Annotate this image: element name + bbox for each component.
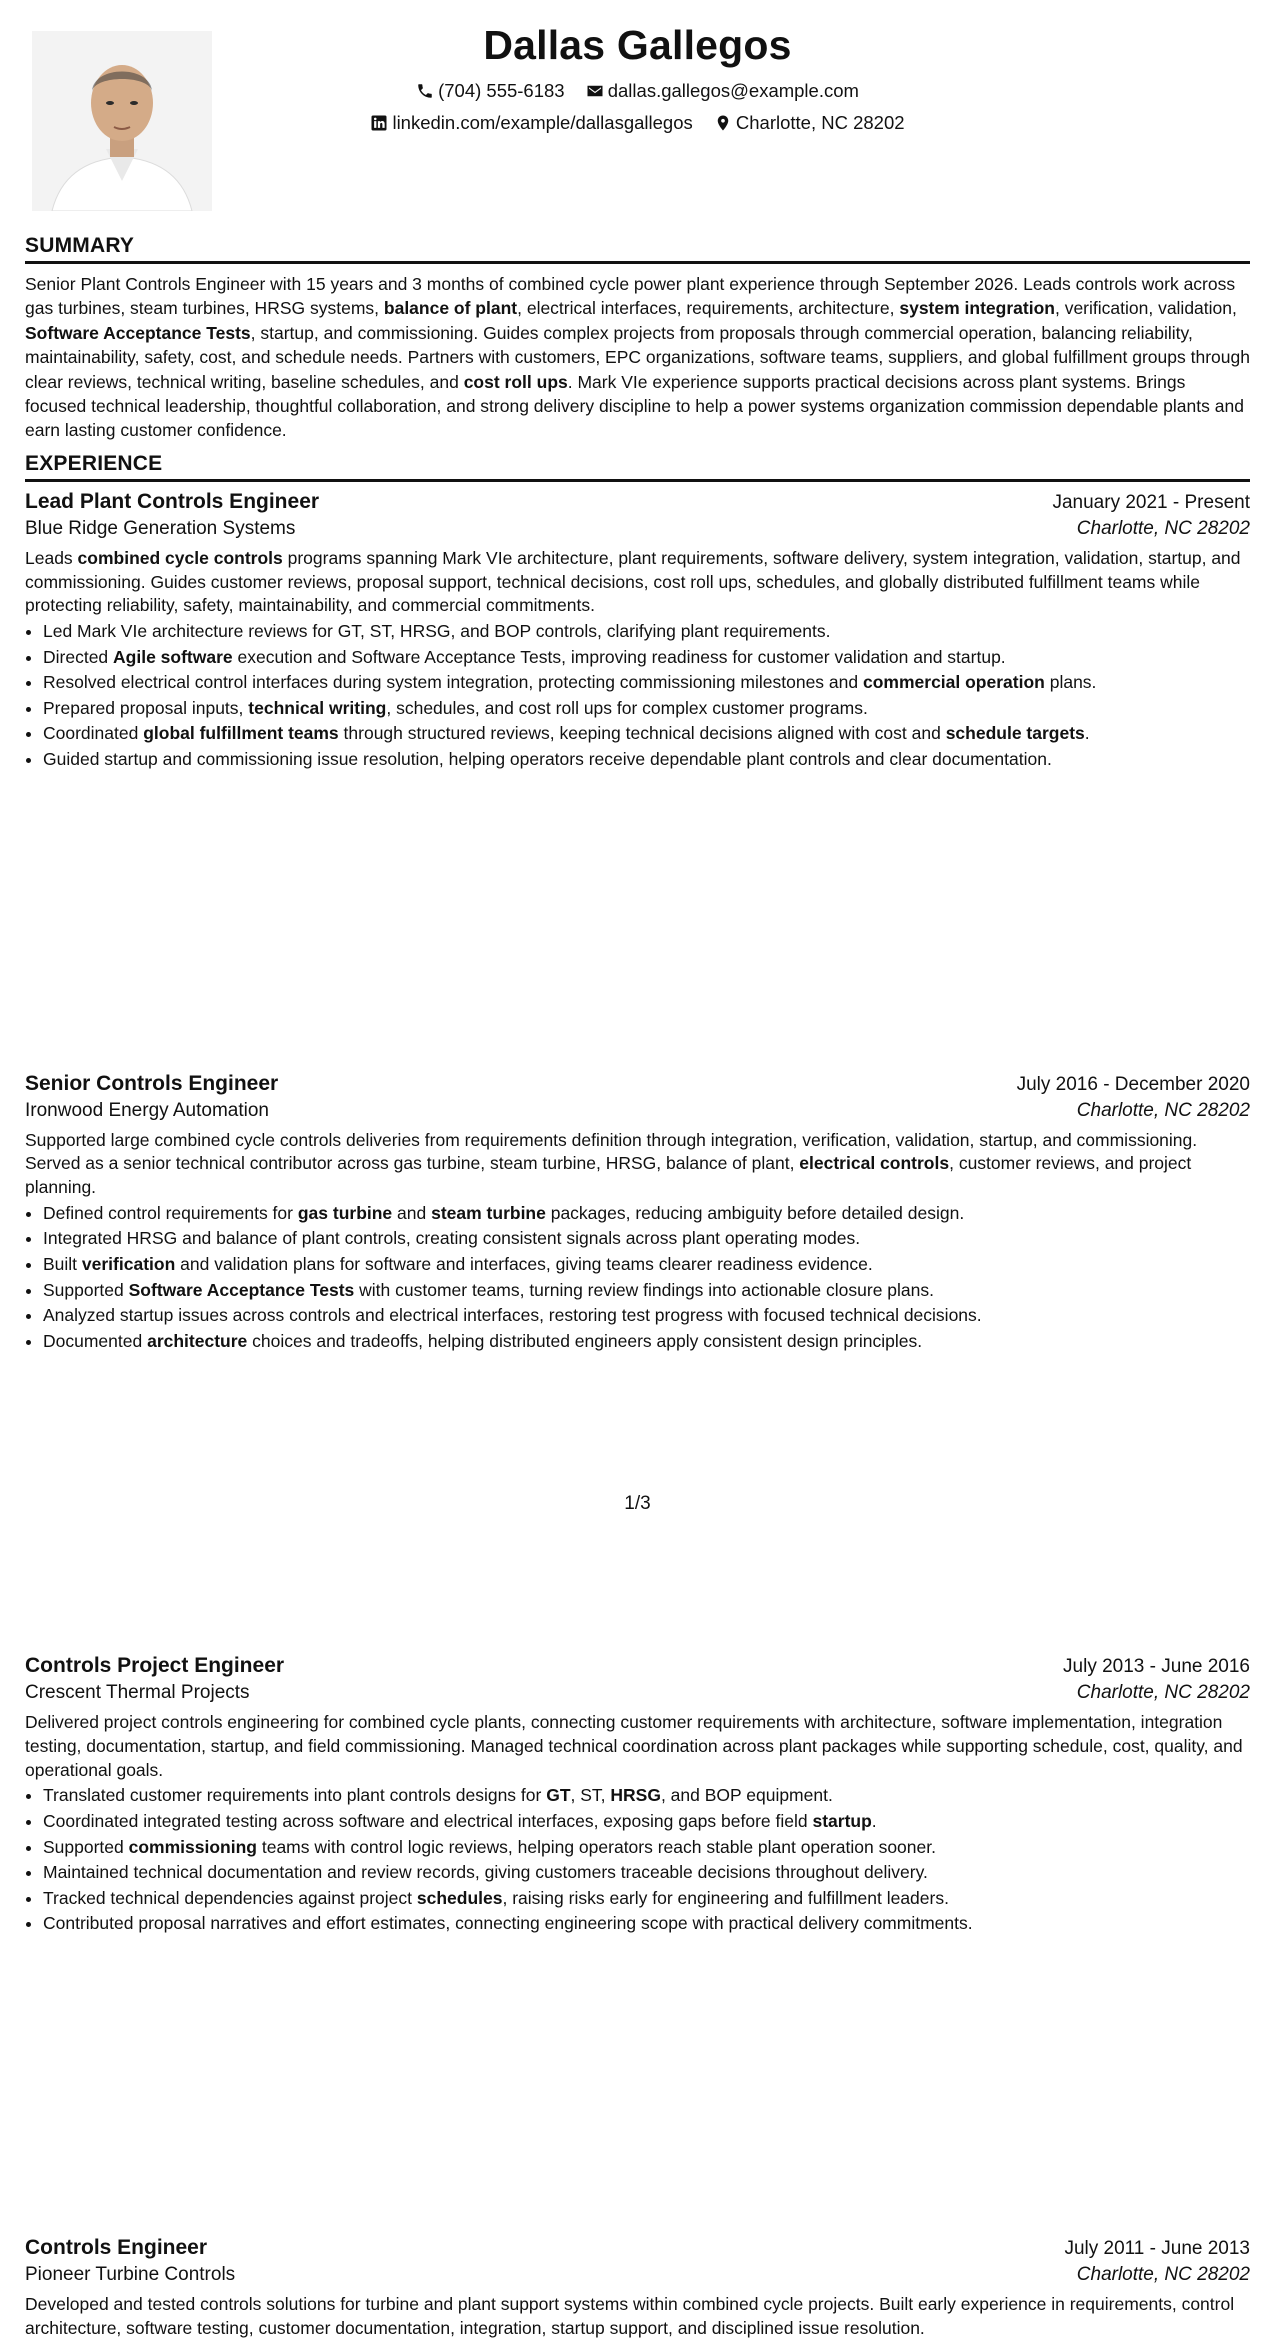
job-location: Charlotte, NC 28202 — [1076, 518, 1250, 539]
job-description — [25, 2293, 1250, 2340]
map-pin-icon — [714, 114, 732, 132]
text-run: Coordinated integrated testing across software and electrical interfaces, exposing gaps before field — [43, 1811, 813, 1832]
text-run: Delivered project controls engineering for combined cycle plants, connecting customer requirements with architecture, software implementation, integration testing, documentation, startup, and field commissioning. Managed technical coordination across plant packages while supporting schedule, cost, quality, and operational goals. — [25, 1712, 1243, 1780]
company-name: Ironwood Energy Automation — [25, 1099, 269, 1121]
text-run: Maintained technical documentation and review records, giving customers traceable decisions throughout delivery. — [43, 1862, 928, 1883]
text-run: and validation plans for software and interfaces, giving teams clearer readiness evidence. — [175, 1253, 873, 1274]
bold-phrase: architecture — [147, 1330, 248, 1351]
bold-phrase: GT — [546, 1785, 571, 1806]
bold-phrase: system integration — [899, 298, 1055, 319]
company-name: Blue Ridge Generation Systems — [25, 518, 296, 539]
text-run: Contributed proposal narratives and effort estimates, connecting engineering scope with practical delivery commitments. — [43, 1913, 973, 1934]
candidate-name: Dallas Gallegos — [483, 22, 792, 68]
text-run: Built — [43, 1253, 82, 1274]
bold-phrase: Agile software — [113, 646, 233, 667]
text-run: Led Mark VIe architecture reviews for GT, ST, HRSG, and BOP controls, clarifying plant requirements. — [43, 621, 831, 642]
linkedin-contact — [370, 112, 692, 134]
text-run: Defined control requirements for — [43, 1202, 298, 1223]
text-run: Resolved electrical control interfaces during system integration, protecting commissioning milestones and — [43, 672, 863, 693]
text-run: choices and tradeoffs, helping distributed engineers apply consistent design principles. — [247, 1330, 923, 1351]
experience-section — [25, 452, 1250, 482]
text-run: , schedules, and cost roll ups for complex customer programs. — [386, 697, 868, 718]
envelope-icon — [586, 82, 604, 100]
bold-phrase: commercial operation — [862, 672, 1045, 693]
text-run: , and BOP equipment. — [660, 1785, 833, 1806]
job-title: Controls Engineer — [25, 2236, 208, 2260]
company-name: Pioneer Turbine Controls — [25, 2264, 236, 2286]
job-description — [25, 1129, 1250, 1200]
text-run: , ST, — [570, 1785, 611, 1806]
job-title: Lead Plant Controls Engineer — [25, 490, 320, 513]
summary-heading: SUMMARY — [25, 234, 1250, 264]
bullet-item — [43, 747, 1250, 773]
job-bullets — [25, 1201, 1250, 1355]
text-run: Senior Plant Controls Engineer with 15 years and 3 months of combined cycle power plant experience through September 2026. Leads controls work across gas turbines, steam turbines, HRSG systems, — [25, 274, 1236, 319]
summary-section — [25, 234, 1250, 443]
job-entry — [25, 1654, 1250, 1937]
job-entry — [25, 490, 1250, 773]
bullet-item — [43, 645, 1250, 671]
bold-phrase: verification — [81, 1253, 176, 1274]
bullet-item — [43, 619, 1250, 645]
bold-phrase: balance of plant — [383, 298, 518, 319]
bullet-item — [43, 670, 1250, 696]
text-run: Translated customer requirements into plant controls designs for — [43, 1785, 547, 1806]
text-run: Documented — [43, 1330, 148, 1351]
bold-phrase: cost roll ups — [463, 371, 568, 392]
text-run: Coordinated — [43, 723, 144, 744]
email-contact — [586, 80, 859, 102]
text-run: and — [392, 1202, 432, 1223]
location-contact — [714, 112, 905, 134]
job-description — [25, 547, 1250, 618]
text-run: . — [871, 1811, 877, 1832]
text-run: teams with control logic reviews, helping operators reach stable plant operation sooner. — [256, 1836, 936, 1857]
text-run: . — [1084, 723, 1090, 744]
bullet-item — [43, 1201, 1250, 1227]
bold-phrase: schedule targets — [945, 723, 1085, 744]
bullet-item — [43, 1303, 1250, 1329]
bullet-item — [43, 1835, 1250, 1861]
bold-phrase: steam turbine — [431, 1202, 546, 1223]
bold-phrase: commissioning — [128, 1836, 257, 1857]
text-run: , electrical interfaces, requirements, architecture, — [517, 298, 900, 319]
bullet-item — [43, 1278, 1250, 1304]
job-location: Charlotte, NC 28202 — [1076, 2264, 1250, 2286]
page-number: 1/3 — [624, 1493, 651, 1514]
job-description — [25, 1711, 1250, 1782]
bold-phrase: combined cycle controls — [77, 548, 283, 568]
phone-contact — [416, 80, 565, 102]
bold-phrase: HRSG — [610, 1785, 661, 1806]
job-entry — [25, 1072, 1250, 1355]
text-run: with customer teams, turning review findings into actionable closure plans. — [354, 1279, 934, 1300]
company-name: Crescent Thermal Projects — [25, 1682, 250, 1704]
bold-phrase: electrical controls — [799, 1153, 950, 1174]
text-run: , raising risks early for engineering and fulfillment leaders. — [502, 1887, 949, 1908]
summary-text — [25, 272, 1250, 443]
bullet-item — [43, 1886, 1250, 1912]
bold-phrase: gas turbine — [297, 1202, 393, 1223]
text-run: Supported — [43, 1279, 129, 1300]
text-run: plans. — [1044, 672, 1097, 693]
bold-phrase: Software Acceptance Tests — [128, 1279, 355, 1300]
job-dates: January 2021 - Present — [1052, 492, 1250, 513]
linkedin-icon — [370, 114, 388, 132]
text-run: Tracked technical dependencies against project — [43, 1887, 417, 1908]
text-run: Supported — [43, 1836, 129, 1857]
bullet-item — [43, 696, 1250, 722]
text-run: programs spanning Mark VIe architecture, plant requirements, software delivery, system integration, validation, startup, and commissioning. Guides customer reviews, proposal support, technical decisions, cost roll ups, schedules, and globally distributed fulfillment teams while protecting reliability, safety, maintainability, and commercial commitments. — [25, 548, 1241, 616]
bullet-item — [43, 1860, 1250, 1886]
text-run: through structured reviews, keeping technical decisions aligned with cost and — [338, 723, 946, 744]
job-entry — [25, 2236, 1250, 2340]
text-run: Leads — [25, 548, 78, 568]
text-run: Directed — [43, 646, 114, 667]
text-run: Analyzed startup issues across controls and electrical interfaces, restoring test progress with focused technical decisions. — [43, 1305, 982, 1326]
job-dates: July 2013 - June 2016 — [1063, 1656, 1250, 1678]
bullet-item — [43, 1911, 1250, 1937]
text-run: , startup, and commissioning. Guides complex projects from proposals through commercial operation, balancing reliability, maintainability, safety, cost, and schedule needs. Partners with customers, EPC organizations, software teams, suppliers, and global fulfillment groups through clear reviews, technical writing, baseline schedules, and — [25, 322, 1250, 392]
email-text[interactable]: dallas.gallegos@example.com — [607, 80, 859, 101]
text-run: , verification, validation, — [1054, 298, 1237, 319]
linkedin-text[interactable]: linkedin.com/example/dallasgallegos — [392, 112, 693, 133]
bold-phrase: technical writing — [248, 697, 387, 718]
bullet-item — [43, 1809, 1250, 1835]
text-run: Developed and tested controls solutions for turbine and plant support systems within combined cycle projects. Built early experience in requirements, control architecture, software testing, customer documentation, integration, startup support, and disciplined issue resolution. — [25, 2294, 1235, 2338]
bullet-item — [43, 1329, 1250, 1355]
bullet-item — [43, 1252, 1250, 1278]
text-run: Prepared proposal inputs, — [43, 697, 249, 718]
contact-row-secondary — [0, 112, 1275, 137]
bullet-item — [43, 721, 1250, 747]
job-dates: July 2016 - December 2020 — [1016, 1073, 1250, 1095]
bullet-item — [43, 1226, 1250, 1252]
job-dates: July 2011 - June 2013 — [1064, 2238, 1250, 2260]
job-bullets — [25, 1783, 1250, 1937]
location-text: Charlotte, NC 28202 — [735, 112, 905, 133]
text-run: Supported large combined cycle controls deliveries from requirements definition through integration, verification, validation, startup, and commissioning. Served as a senior technical contributor across gas turbine, steam turbine, HRSG, balance of plant, — [25, 1129, 1198, 1174]
bullet-item — [43, 1783, 1250, 1809]
text-run: execution and Software Acceptance Tests, improving readiness for customer validation and startup. — [232, 646, 1006, 667]
job-title: Senior Controls Engineer — [25, 1071, 279, 1095]
text-run: Integrated HRSG and balance of plant controls, creating consistent signals across plant operating modes. — [43, 1228, 861, 1249]
text-run: Guided startup and commissioning issue resolution, helping operators receive dependable plant controls and clear documentation. — [43, 749, 1052, 770]
bold-phrase: global fulfillment teams — [143, 723, 339, 744]
experience-heading: EXPERIENCE — [25, 452, 1250, 482]
text-run: . Mark VIe experience supports practical decisions across plant systems. Brings focused technical leadership, thoughtful collaboration, and strong delivery discipline to help a power systems organization commission dependable plants and earn lasting customer confidence. — [25, 371, 1244, 441]
job-bullets — [25, 619, 1250, 773]
text-run: packages, reducing ambiguity before detailed design. — [545, 1202, 965, 1223]
bold-phrase: startup — [812, 1811, 872, 1832]
bold-phrase: schedules — [416, 1887, 503, 1908]
phone-text[interactable]: (704) 555-6183 — [438, 80, 565, 101]
text-run: , customer reviews, and project planning. — [25, 1153, 1192, 1198]
job-location: Charlotte, NC 28202 — [1076, 1099, 1250, 1121]
bold-phrase: Software Acceptance Tests — [25, 322, 251, 343]
phone-icon — [416, 82, 434, 100]
job-location: Charlotte, NC 28202 — [1076, 1682, 1250, 1704]
job-title: Controls Project Engineer — [25, 1654, 285, 1678]
contact-row-primary — [0, 80, 1275, 105]
